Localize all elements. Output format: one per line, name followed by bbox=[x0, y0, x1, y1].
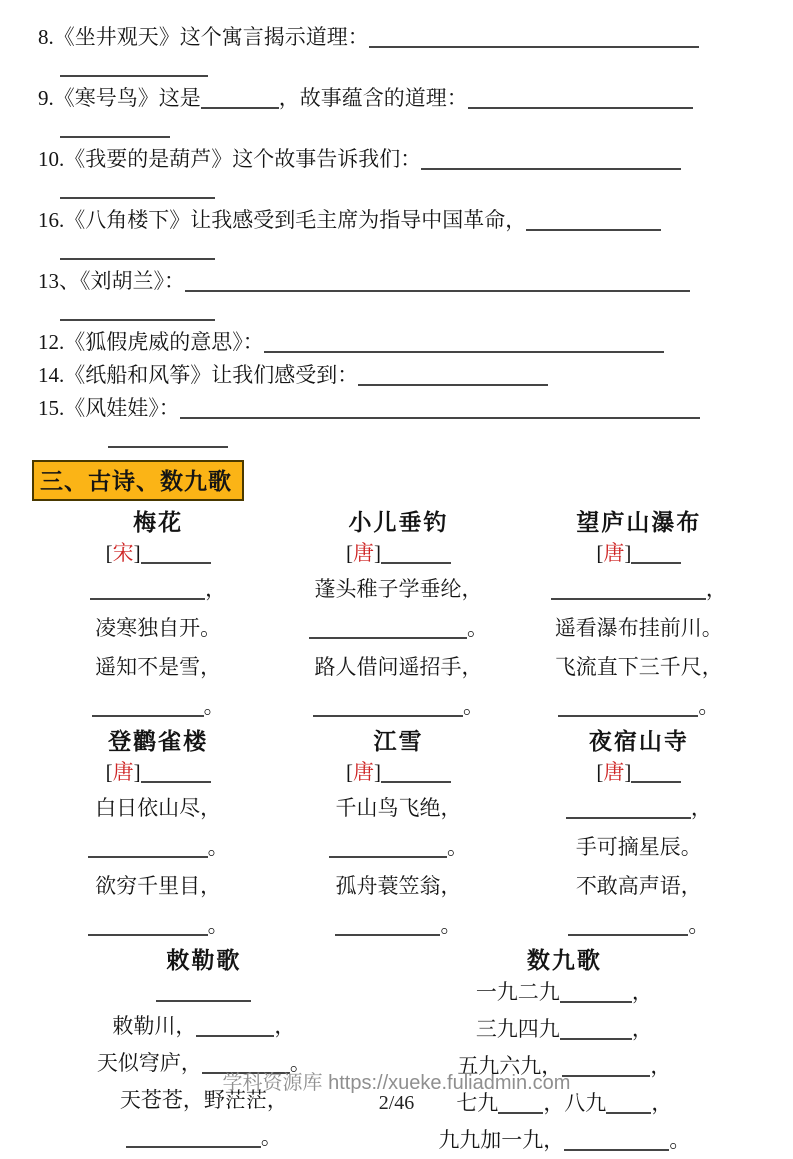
text-segment: 遥看瀑布挂前川。 bbox=[554, 616, 723, 640]
poem-title: 数九歌 bbox=[526, 948, 602, 973]
dynasty-label: 唐 bbox=[603, 541, 625, 565]
continuation-blank-line bbox=[60, 244, 759, 264]
poem-line bbox=[38, 789, 278, 828]
dynasty-label: 唐 bbox=[352, 541, 374, 565]
poem-line bbox=[370, 974, 759, 1011]
text-segment: [ bbox=[345, 541, 353, 565]
poem-author-line bbox=[519, 755, 759, 789]
poem-line bbox=[370, 1122, 759, 1159]
text-segment: ] bbox=[373, 541, 381, 565]
blank-field bbox=[60, 244, 215, 260]
blank-field bbox=[196, 1016, 274, 1037]
blank-field bbox=[631, 762, 681, 783]
text-segment: ] bbox=[373, 760, 381, 784]
text-segment: 手可摘星辰。 bbox=[575, 835, 702, 859]
poem-author-line bbox=[278, 755, 518, 789]
question-line bbox=[38, 266, 759, 297]
text-segment: 14.《纸船和风筝》让我们感受到： bbox=[38, 363, 359, 387]
text-segment: ， bbox=[690, 796, 712, 820]
poem-row bbox=[38, 507, 759, 726]
poem-line bbox=[519, 789, 759, 828]
section-header bbox=[32, 460, 244, 501]
blank-field bbox=[313, 696, 463, 717]
blank-field bbox=[185, 271, 690, 292]
text-segment: ] bbox=[624, 760, 632, 784]
poem-line bbox=[278, 648, 518, 687]
text-segment: [ bbox=[105, 760, 113, 784]
blank-field bbox=[560, 982, 632, 1003]
continuation-blank-line bbox=[60, 305, 759, 325]
text-segment: [ bbox=[105, 541, 113, 565]
blank-field bbox=[381, 543, 451, 564]
questions-section bbox=[38, 22, 759, 452]
poem-title: 夜宿山寺 bbox=[588, 729, 689, 754]
poem bbox=[278, 726, 518, 945]
poem bbox=[38, 945, 370, 1159]
blank-field bbox=[60, 122, 170, 138]
text-segment: [ bbox=[596, 760, 604, 784]
blank-field bbox=[468, 88, 693, 109]
text-segment: 不敢高声语， bbox=[575, 874, 702, 898]
dynasty-label: 唐 bbox=[352, 760, 374, 784]
blank-field bbox=[568, 915, 688, 936]
text-segment: [ bbox=[345, 760, 353, 784]
question bbox=[38, 393, 759, 452]
poem bbox=[38, 726, 278, 945]
text-segment: 。 bbox=[462, 694, 484, 718]
poem-line bbox=[278, 570, 518, 609]
poem-line bbox=[38, 570, 278, 609]
page-number: 2/46 bbox=[378, 1092, 415, 1114]
poem bbox=[519, 507, 759, 726]
text-segment: 9.《寒号鸟》这是 bbox=[38, 86, 201, 110]
text-segment: 。 bbox=[466, 616, 488, 640]
text-segment: 一九二九 bbox=[475, 980, 560, 1004]
blank-field bbox=[564, 1130, 669, 1151]
poem-line bbox=[278, 687, 518, 726]
question bbox=[38, 266, 759, 325]
poem-title: 敕勒歌 bbox=[166, 948, 242, 973]
text-segment: 三九四九 bbox=[475, 1017, 560, 1041]
blank-field bbox=[60, 183, 215, 199]
poem-line bbox=[38, 1008, 370, 1045]
poem-title: 望庐山瀑布 bbox=[576, 510, 702, 535]
text-segment: 。 bbox=[688, 913, 710, 937]
text-segment: 。 bbox=[289, 1051, 311, 1075]
dynasty-label: 宋 bbox=[112, 541, 134, 565]
dynasty-label: 唐 bbox=[603, 760, 625, 784]
question-line bbox=[38, 360, 759, 391]
poem-line bbox=[38, 867, 278, 906]
poem-title: 小儿垂钓 bbox=[348, 510, 449, 535]
text-segment: [ bbox=[596, 541, 604, 565]
poem-line bbox=[38, 1119, 370, 1156]
section-header-label: 三、古诗、数九歌 bbox=[40, 469, 232, 494]
poem-line bbox=[38, 648, 278, 687]
blank-field bbox=[108, 432, 228, 448]
question bbox=[38, 327, 759, 358]
blank-field bbox=[558, 696, 698, 717]
blank-field bbox=[369, 27, 699, 48]
text-segment: 。 bbox=[698, 694, 720, 718]
continuation-blank-line bbox=[60, 183, 759, 203]
text-segment: 凌寒独自开。 bbox=[95, 616, 222, 640]
text-segment: 敕勒川， bbox=[112, 1014, 197, 1038]
blank-field bbox=[88, 915, 208, 936]
poem-line bbox=[278, 789, 518, 828]
text-segment: ， bbox=[274, 1014, 296, 1038]
poem-line bbox=[519, 609, 759, 648]
text-segment: 。 bbox=[440, 913, 462, 937]
watermark-text: 学科资源库 https://xueke.fuliadmin.com bbox=[222, 1072, 571, 1094]
poem-line bbox=[519, 867, 759, 906]
question-line bbox=[38, 22, 759, 53]
blank-field bbox=[141, 543, 211, 564]
poem-line bbox=[278, 906, 518, 945]
text-segment: 。 bbox=[207, 913, 229, 937]
poem-row bbox=[38, 726, 759, 945]
poem bbox=[38, 507, 278, 726]
blank-field bbox=[551, 579, 706, 600]
poem-title: 登鹳雀楼 bbox=[108, 729, 209, 754]
dynasty-label: 唐 bbox=[112, 760, 134, 784]
poem-line bbox=[38, 828, 278, 867]
poem bbox=[278, 507, 518, 726]
poem-line bbox=[38, 609, 278, 648]
poem-author-line bbox=[38, 974, 370, 1008]
blank-field bbox=[180, 398, 700, 419]
question bbox=[38, 205, 759, 264]
blank-field bbox=[126, 1127, 261, 1148]
text-segment: ] bbox=[133, 541, 141, 565]
blank-field bbox=[88, 837, 208, 858]
poems-section bbox=[38, 507, 759, 1159]
blank-field bbox=[201, 88, 279, 109]
poem-title: 梅花 bbox=[133, 510, 184, 535]
continuation-blank-line bbox=[60, 61, 759, 81]
blank-field bbox=[421, 149, 681, 170]
poem-author-line bbox=[519, 536, 759, 570]
text-segment: 13、《刘胡兰》： bbox=[38, 269, 185, 293]
text-segment: 。 bbox=[207, 835, 229, 859]
text-segment: 8.《坐井观天》这个寓言揭示道理： bbox=[38, 25, 369, 49]
text-segment: ， bbox=[705, 577, 727, 601]
poem-line bbox=[519, 906, 759, 945]
blank-field bbox=[60, 61, 208, 77]
text-segment: 飞流直下三千尺， bbox=[554, 655, 723, 679]
text-segment: 。 bbox=[446, 835, 468, 859]
poem-line bbox=[38, 687, 278, 726]
poem-line bbox=[370, 1011, 759, 1048]
text-segment: ] bbox=[624, 541, 632, 565]
blank-field bbox=[566, 798, 691, 819]
text-segment: 九九加一九， bbox=[438, 1128, 565, 1152]
poem-line bbox=[519, 828, 759, 867]
question-line bbox=[38, 327, 759, 358]
poem-line bbox=[278, 609, 518, 648]
question bbox=[38, 83, 759, 142]
poem-row bbox=[38, 945, 759, 1159]
blank-field bbox=[526, 210, 661, 231]
text-segment: 。 bbox=[669, 1128, 691, 1152]
question-line bbox=[38, 205, 759, 236]
text-segment: ， bbox=[650, 1054, 672, 1078]
text-segment: 15.《风娃娃》： bbox=[38, 396, 180, 420]
question-line bbox=[38, 393, 759, 424]
poem-line bbox=[519, 570, 759, 609]
blank-field bbox=[90, 579, 205, 600]
text-segment: 路人借问遥招手， bbox=[314, 655, 483, 679]
text-segment: 欲穷千里目， bbox=[95, 874, 222, 898]
poem-author-line bbox=[38, 755, 278, 789]
poem-line bbox=[278, 867, 518, 906]
poem bbox=[370, 945, 759, 1159]
text-segment: ， bbox=[631, 1017, 653, 1041]
poem-author-line bbox=[38, 536, 278, 570]
continuation-blank-line bbox=[108, 432, 759, 452]
blank-field bbox=[92, 696, 204, 717]
text-segment: 遥知不是雪， bbox=[95, 655, 222, 679]
text-segment: 千山鸟飞绝， bbox=[335, 796, 462, 820]
text-segment: 天似穹庐， bbox=[96, 1051, 202, 1075]
poem-author-line bbox=[278, 536, 518, 570]
text-segment: ，八九 bbox=[543, 1091, 607, 1115]
blank-field bbox=[329, 837, 447, 858]
poem bbox=[519, 726, 759, 945]
text-segment: 蓬头稚子学垂纶， bbox=[314, 577, 483, 601]
text-segment: 七九 bbox=[456, 1091, 499, 1115]
question-line bbox=[38, 83, 759, 114]
blank-field bbox=[309, 618, 467, 639]
text-segment: ， bbox=[631, 980, 653, 1004]
poem-line bbox=[38, 906, 278, 945]
poem-line bbox=[519, 687, 759, 726]
text-segment: 10.《我要的是葫芦》这个故事告诉我们： bbox=[38, 147, 422, 171]
text-segment: 16.《八角楼下》让我感受到毛主席为指导中国革命， bbox=[38, 208, 527, 232]
blank-field bbox=[60, 305, 215, 321]
text-segment: ] bbox=[133, 760, 141, 784]
question bbox=[38, 144, 759, 203]
question bbox=[38, 360, 759, 391]
poem-line bbox=[519, 648, 759, 687]
blank-field bbox=[335, 915, 440, 936]
text-segment: 天苍苍，野茫茫， bbox=[119, 1088, 288, 1112]
question bbox=[38, 22, 759, 81]
text-segment: 。 bbox=[203, 694, 225, 718]
continuation-blank-line bbox=[60, 122, 759, 142]
poem-title: 江雪 bbox=[373, 729, 424, 754]
blank-field bbox=[156, 981, 251, 1002]
poem-line bbox=[278, 828, 518, 867]
blank-field bbox=[264, 332, 664, 353]
blank-field bbox=[631, 543, 681, 564]
text-segment: ，故事蕴含的道理： bbox=[278, 86, 468, 110]
blank-field bbox=[381, 762, 451, 783]
text-segment: 五九六九， bbox=[457, 1054, 563, 1078]
text-segment: ， bbox=[205, 577, 227, 601]
text-segment: 白日依山尽， bbox=[95, 796, 222, 820]
blank-field bbox=[358, 365, 548, 386]
text-segment: 。 bbox=[260, 1125, 282, 1149]
question-line bbox=[38, 144, 759, 175]
text-segment: 12.《狐假虎威的意思》： bbox=[38, 330, 264, 354]
blank-field bbox=[141, 762, 211, 783]
text-segment: 孤舟蓑笠翁， bbox=[335, 874, 462, 898]
text-segment: ， bbox=[651, 1091, 673, 1115]
blank-field bbox=[560, 1019, 632, 1040]
